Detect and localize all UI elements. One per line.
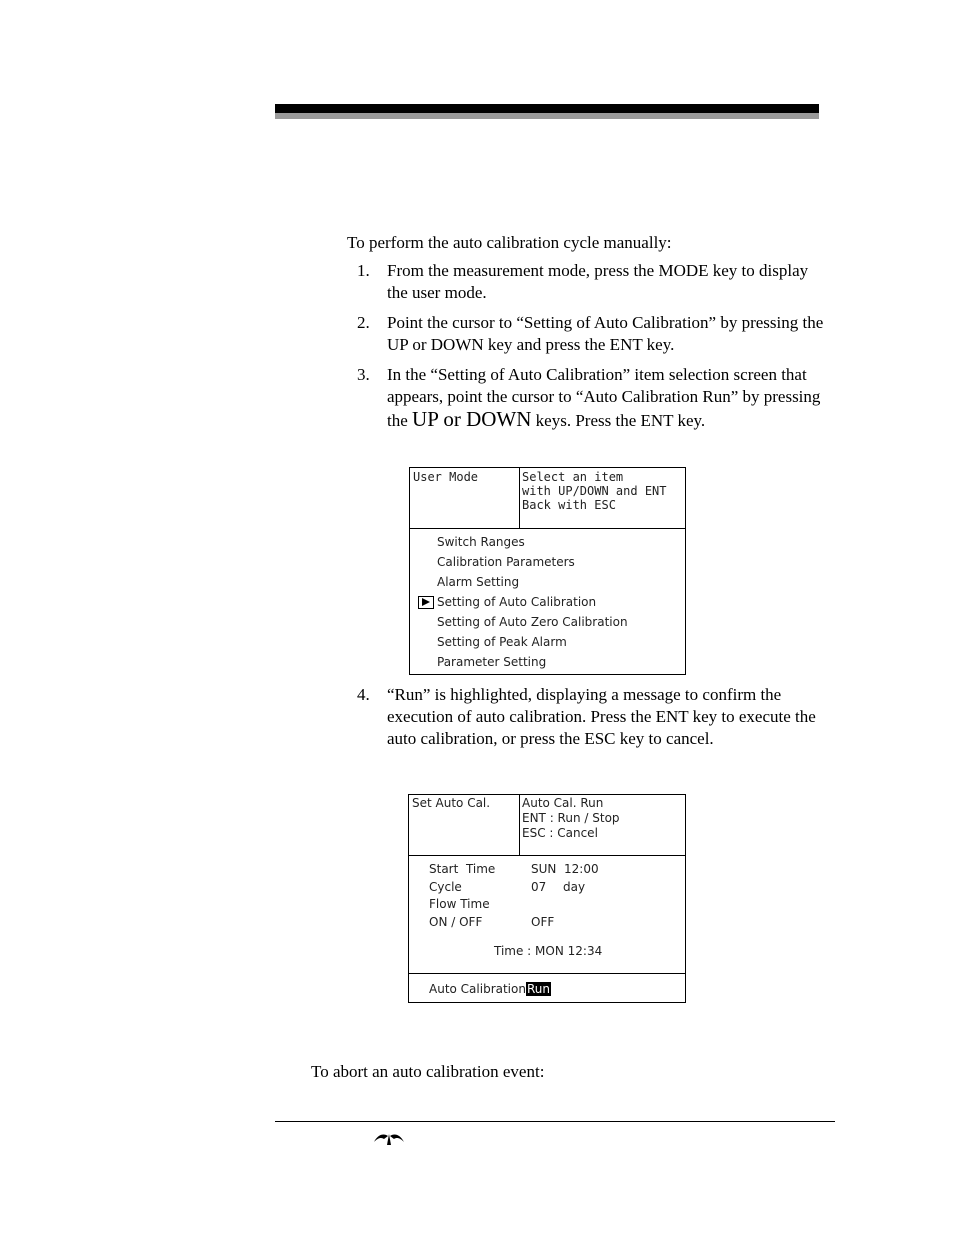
menu-item-setting-of-auto-calibration[interactable]: Setting of Auto Calibration xyxy=(437,595,597,609)
menu-item-setting-of-peak-alarm[interactable]: Setting of Peak Alarm xyxy=(437,635,567,649)
auto-calibration-row xyxy=(429,982,551,996)
on-off-label: ON / OFF xyxy=(429,915,483,929)
screen-help-line: with UP/DOWN and ENT xyxy=(522,484,667,498)
step-text: “Run” is highlighted, displaying a message to confirm the execution of auto calibration. Press the ENT key to execute the auto calibration, or press the ESC key to cancel. xyxy=(387,685,816,748)
menu-item-alarm-setting[interactable]: Alarm Setting xyxy=(437,575,520,589)
step-number: 1. xyxy=(357,261,370,280)
outro-text: To abort an auto calibration event: xyxy=(311,1062,545,1081)
menu-item-setting-of-auto-zero-calibration[interactable]: Setting of Auto Zero Calibration xyxy=(437,615,628,629)
cycle-value[interactable]: 07 xyxy=(531,880,547,894)
company-logo-icon xyxy=(372,1131,406,1147)
screen-help-line: ENT : Run / Stop xyxy=(522,811,620,825)
start-time-label: Start Time xyxy=(429,862,496,876)
step-text: From the measurement mode, press the MODE key to display the user mode. xyxy=(387,261,809,302)
screen-title: Set Auto Cal. xyxy=(412,796,491,810)
header-rule xyxy=(275,104,819,113)
current-time: Time : MON 12:34 xyxy=(494,944,603,958)
footer-rule xyxy=(275,1121,835,1122)
on-off-value[interactable]: OFF xyxy=(531,915,555,929)
flow-time-label: Flow Time xyxy=(429,897,490,911)
menu-item-switch-ranges[interactable]: Switch Ranges xyxy=(437,535,525,549)
cursor-arrow-icon xyxy=(418,596,434,609)
auto-calibration-label: Auto Calibration xyxy=(429,982,526,996)
step-text: In the “Setting of Auto Calibration” item selection screen that appears, point the cursor to “Auto Calibration Run” by pressing the UP or DOWN keys. Press the ENT key. xyxy=(387,365,821,431)
step-number: 4. xyxy=(357,685,370,704)
menu-item-parameter-setting[interactable]: Parameter Setting xyxy=(437,655,547,669)
screen-help-line: Auto Cal. Run xyxy=(522,796,604,810)
screen-help-line: Select an item xyxy=(522,470,624,484)
step-number: 3. xyxy=(357,365,370,384)
run-button[interactable]: Run xyxy=(526,982,550,996)
auto-cal-screen xyxy=(408,794,686,1003)
menu-item-calibration-parameters[interactable]: Calibration Parameters xyxy=(437,555,575,569)
step-number: 2. xyxy=(357,313,370,332)
intro-text: To perform the auto calibration cycle manually: xyxy=(347,233,672,252)
screen-help-line: ESC : Cancel xyxy=(522,826,598,840)
header-rule-shadow xyxy=(275,113,819,119)
cycle-unit: day xyxy=(563,880,586,894)
step-text: Point the cursor to “Setting of Auto Calibration” by pressing the UP or DOWN key and press the ENT key. xyxy=(387,313,824,354)
screen-help-line: Back with ESC xyxy=(522,498,616,512)
cycle-label: Cycle xyxy=(429,880,462,894)
start-time-value[interactable]: SUN 12:00 xyxy=(531,862,599,876)
screen-title: User Mode xyxy=(413,470,479,484)
user-mode-screen xyxy=(409,467,686,675)
